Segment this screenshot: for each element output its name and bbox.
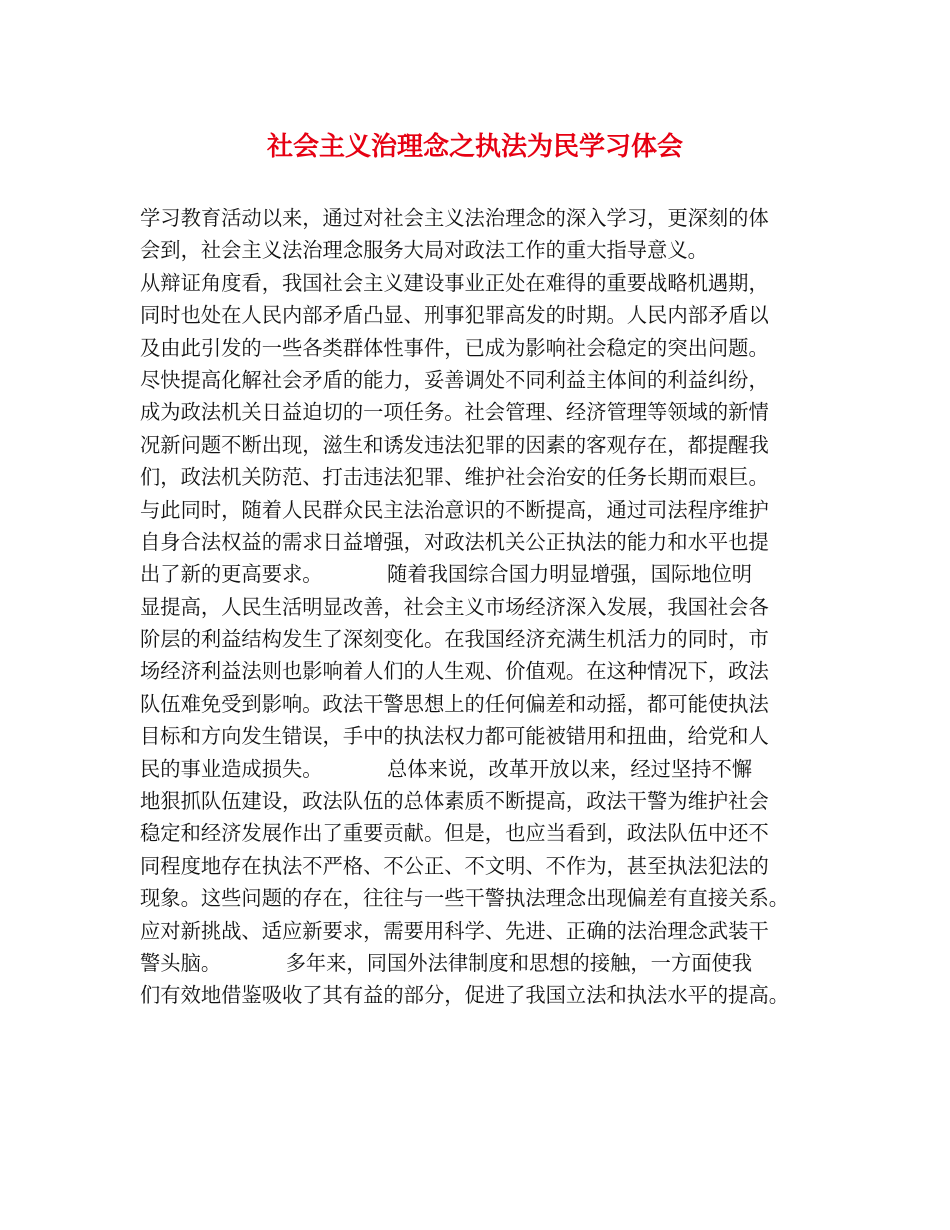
document-body — [140, 202, 840, 1012]
text-line: 况新问题不断出现，滋生和诱发违法犯罪的因素的客观存在，都提醒我 — [140, 432, 769, 457]
text-line: 同时也处在人民内部矛盾凸显、刑事犯罪高发的时期。人民内部矛盾以 — [140, 303, 769, 328]
text-line: 自身合法权益的需求日益增强，对政法机关公正执法的能力和水平也提 — [140, 529, 769, 554]
text-line: 阶层的利益结构发生了深刻变化。在我国经济充满生机活力的同时，市 — [140, 627, 769, 652]
text-line: 场经济利益法则也影响着人们的人生观、价值观。在这种情况下，政法 — [140, 659, 769, 684]
text-line: 及由此引发的一些各类群体性事件，已成为影响社会稳定的突出问题。 — [140, 335, 769, 360]
text-line: 队伍难免受到影响。政法干警思想上的任何偏差和动摇，都可能使执法 — [140, 691, 769, 716]
text-line: 会到，社会主义法治理念服务大局对政法工作的重大指导意义。 — [140, 238, 708, 263]
text-line: 稳定和经济发展作出了重要贡献。但是，也应当看到，政法队伍中还不 — [140, 821, 769, 846]
text-line: 们有效地借鉴吸收了其有益的部分，促进了我国立法和执法水平的提高。 — [140, 983, 790, 1008]
text-line: 警头脑。 多年来，同国外法律制度和思想的接触，一方面使我 — [140, 950, 753, 975]
text-line: 们，政法机关防范、打击违法犯罪、维护社会治安的任务长期而艰巨。 — [140, 465, 769, 490]
text-line: 目标和方向发生错误，手中的执法权力都可能被错用和扭曲，给党和人 — [140, 724, 769, 749]
text-line: 成为政法机关日益迫切的一项任务。社会管理、经济管理等领域的新情 — [140, 400, 769, 425]
text-line: 学习教育活动以来，通过对社会主义法治理念的深入学习，更深刻的体 — [140, 206, 769, 230]
text-line: 同程度地存在执法不严格、不公正、不文明、不作为，甚至执法犯法的 — [140, 853, 769, 878]
text-line: 应对新挑战、适应新要求，需要用科学、先进、正确的法治理念武装干 — [140, 918, 769, 943]
text-line: 与此同时，随着人民群众民主法治意识的不断提高，通过司法程序维护 — [140, 497, 769, 522]
text-line: 尽快提高化解社会矛盾的能力，妥善调处不同利益主体间的利益纠纷， — [140, 367, 769, 392]
text-line: 显提高，人民生活明显改善，社会主义市场经济深入发展，我国社会各 — [140, 594, 769, 619]
text-line: 现象。这些问题的存在，往往与一些干警执法理念出现偏差有直接关系。 — [140, 886, 790, 911]
text-line: 从辩证角度看，我国社会主义建设事业正处在难得的重要战略机遇期， — [140, 270, 769, 295]
document-title: 社会主义治理念之执法为民学习体会 — [266, 132, 683, 162]
text-line: 地狠抓队伍建设，政法队伍的总体素质不断提高，政法干警为维护社会 — [140, 789, 769, 814]
text-line: 民的事业造成损失。 总体来说，改革开放以来，经过坚持不懈 — [140, 756, 753, 781]
text-line: 出了新的更高要求。 随着我国综合国力明显增强，国际地位明 — [140, 562, 753, 587]
